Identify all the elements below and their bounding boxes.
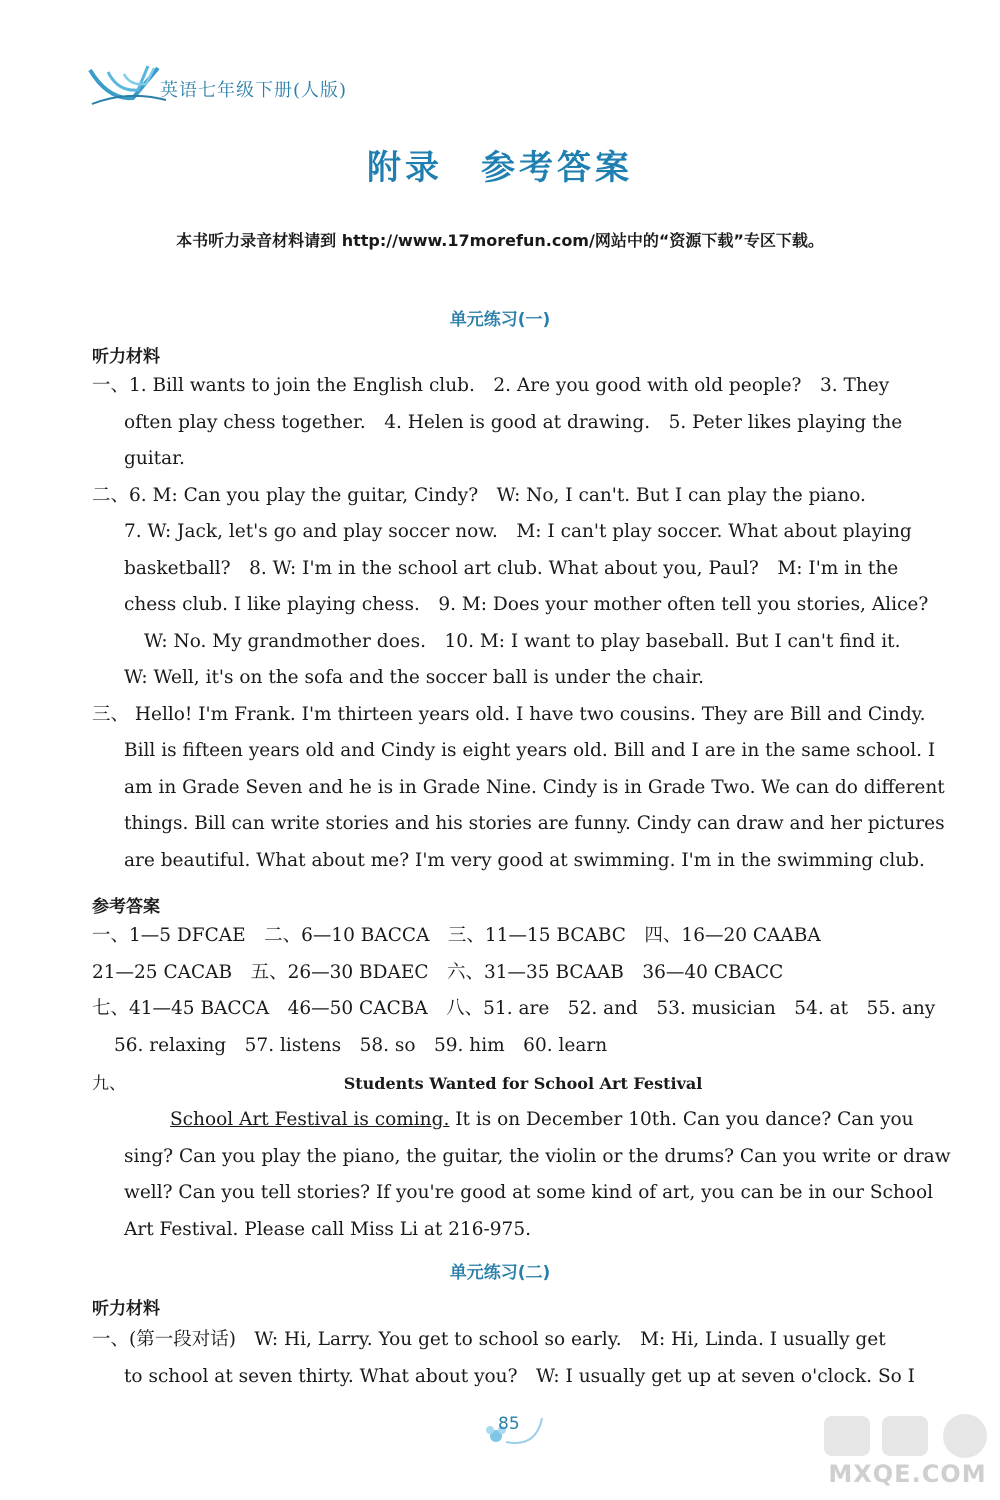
text-line: 二、6. M: Can you play the guitar, Cindy? W: No, I can't. But I can play the piano. <box>92 484 866 506</box>
text-line: W: Well, it's on the sofa and the soccer ball is under the chair. <box>124 667 705 688</box>
watermark-text: MXQE.COM <box>828 1460 987 1488</box>
writing-passage <box>92 1102 954 1248</box>
writing-title: Students Wanted for School Art Festival <box>343 1074 703 1093</box>
unit2-listening-text <box>92 1322 954 1395</box>
text-line: to school at seven thirty. What about you? W: I usually get up at seven o'clock. So I <box>124 1365 915 1387</box>
watermark-logo-icon <box>820 1410 995 1460</box>
text-line: basketball? 8. W: I'm in the school art club. What about you, Paul? M: I'm in the <box>124 557 899 579</box>
page-title: 附录 参考答案 <box>367 148 633 188</box>
text-line: 一、1. Bill wants to join the English club. 2. Are you good with old people? 3. They <box>92 375 890 396</box>
unit2-title: 单元练习(二) <box>449 1263 551 1283</box>
text-line: chess club. I like playing chess. 9. M: Does your mother often tell you stories, Alice? <box>124 594 929 615</box>
first-sentence: School Art Festival is coming. <box>170 1109 450 1130</box>
unit1-listening-label: 听力材料 <box>92 347 160 367</box>
page-number <box>486 1408 546 1448</box>
unit2-listening-label: 听力材料 <box>92 1299 160 1319</box>
answer-line: 一、1—5 DFCAE 二、6—10 BACCA 三、11—15 BCABC 四、16—20 CAABA <box>92 925 821 946</box>
text-line: well? Can you tell stories? If you're good at some kind of art, you can be in our School <box>124 1182 934 1203</box>
text-line: sing? Can you play the piano, the guitar, the violin or the drums? Can you write or draw <box>124 1145 951 1167</box>
watermark <box>820 1410 995 1495</box>
text-line: W: No. My grandmother does. 10. M: I want to play baseball. But I can't find it. <box>144 630 901 652</box>
book-title: 英语七年级下册(人版) <box>160 80 348 101</box>
text-line: Art Festival. Please call Miss Li at 216-975. <box>124 1218 531 1240</box>
text-line: Bill is fifteen years old and Cindy is eight years old. Bill and I are in the same school. I <box>124 740 936 761</box>
text-segment: It is on December 10th. Can you dance? Can you <box>449 1109 914 1130</box>
unit1-answers-label: 参考答案 <box>92 897 160 917</box>
answer-line: 七、41—45 BACCA 46—50 CACBA 八、51. are 52. and 53. musician 54. at 55. any <box>92 998 936 1019</box>
text-line: am in Grade Seven and he is in Grade Nine. Cindy is in Grade Two. We can do different <box>124 776 945 798</box>
unit1-listening-text <box>92 368 954 879</box>
book-swoosh-logo-icon <box>88 60 168 110</box>
text-line: often play chess together. 4. Helen is good at drawing. 5. Peter likes playing the <box>124 411 903 433</box>
text-line: 三、 Hello! I'm Frank. I'm thirteen years old. I have two cousins. They are Bill and Cindy. <box>92 703 926 725</box>
unit1-title: 单元练习(一) <box>449 310 551 330</box>
answer-line: 56. relaxing 57. listens 58. so 59. him 60. learn <box>114 1034 608 1056</box>
text-line: 7. W: Jack, let's go and play soccer now. M: I can't play soccer. What about playing <box>124 521 912 542</box>
answer-line: 21—25 CACAB 五、26—30 BDAEC 六、31—35 BCAAB 36—40 CBACC <box>92 961 784 983</box>
page-number-text: 85 <box>498 1414 520 1434</box>
text-line <box>92 1102 954 1139</box>
text-line: guitar. <box>124 448 185 469</box>
text-line: things. Bill can write stories and his stories are funny. Cindy can draw and her pictures <box>124 813 945 834</box>
writing-number: 九、 <box>92 1074 126 1094</box>
unit1-answers <box>92 918 954 1064</box>
text-line: are beautiful. What about me? I'm very good at swimming. I'm in the swimming club. <box>124 849 925 871</box>
text-line: 一、(第一段对话) W: Hi, Larry. You get to school so early. M: Hi, Linda. I usually get <box>92 1329 886 1350</box>
download-notice: 本书听力录音材料请到 http://www.17morefun.com/网站中的“资源下载”专区下载。 <box>176 231 824 250</box>
